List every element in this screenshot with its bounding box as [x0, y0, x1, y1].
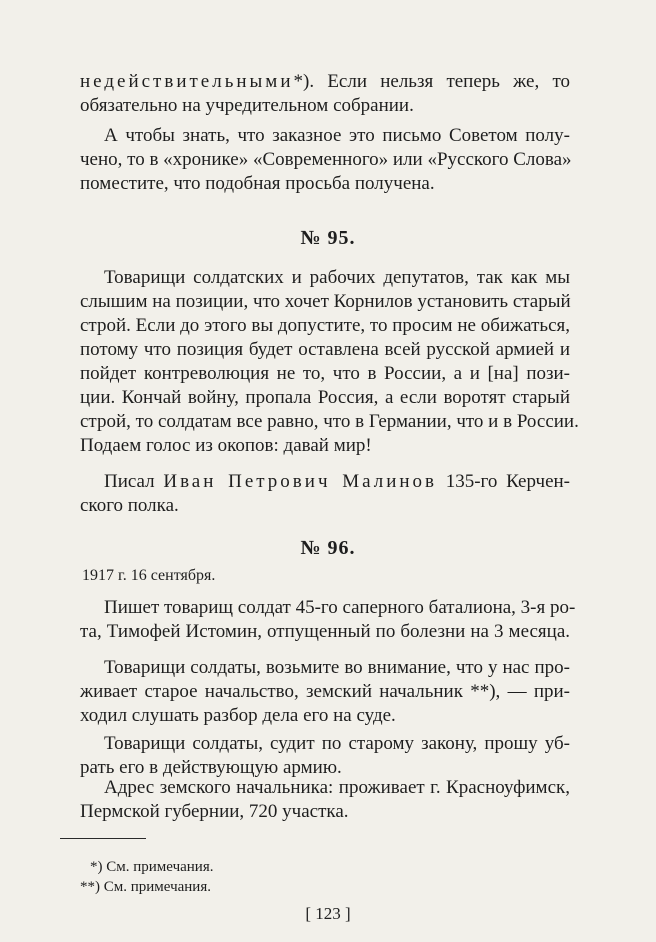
text-line: строй, то солдатам все равно, что в Германии, что и в России. — [80, 411, 579, 432]
author-name: Иван Петрович Малинов — [163, 471, 438, 492]
document-date: 1917 г. 16 сентября. — [82, 567, 216, 584]
spaced-word: недействительными — [80, 71, 294, 92]
text-line: ции. Кончай войну, пропала Россия, а если воротят старый — [80, 387, 570, 408]
text-fragment: *). Если нельзя теперь же, то — [293, 71, 570, 92]
text-line: Товарищи солдаты, возьмите во внимание, что у нас про- — [104, 657, 570, 678]
text-line: А чтобы знать, что заказное это письмо Советом полу- — [104, 125, 570, 146]
text-line: Пермской губернии, 720 участка. — [80, 801, 349, 822]
text-line: Подаем голос из окопов: давай мир! — [80, 435, 372, 456]
text-line: пойдет контреволюция не то, что в России, а и [на] пози- — [80, 363, 570, 384]
text-line: Адрес земского начальника: проживает г. Красноуфимск, — [104, 777, 570, 798]
text-line: та, Тимофей Истомин, отпущенный по болезни на 3 месяца. — [80, 621, 570, 642]
footnote: **) См. примечания. — [80, 879, 211, 895]
text-line: потому что позиция будет оставлена всей русской армией и — [80, 339, 570, 360]
text-line: слышим на позиции, что хочет Корнилов установить старый — [80, 291, 571, 312]
footnote-divider — [60, 838, 146, 839]
text-line: живает старое начальство, земский начальник **), — при- — [80, 681, 570, 702]
signature-line: ского полка. — [80, 495, 179, 516]
text-line: Товарищи солдатских и рабочих депутатов, так как мы — [104, 267, 570, 288]
text-line: Пишет товарищ солдат 45-го саперного баталиона, 3-я ро- — [104, 597, 576, 618]
document-heading-95: № 95. — [300, 227, 356, 249]
text-line: обязательно на учредительном собрании. — [80, 95, 414, 116]
text-line: строй. Если до этого вы допустите, то просим не обижаться, — [80, 315, 570, 336]
text-fragment: 135-го Керчен- — [437, 471, 570, 492]
footnote: *) См. примечания. — [90, 859, 214, 875]
text-line: рать его в действующую армию. — [80, 757, 342, 778]
document-heading-96: № 96. — [300, 537, 356, 559]
text-line: ходил слушать разбор дела его на суде. — [80, 705, 396, 726]
page-number: [ 123 ] — [305, 904, 351, 923]
text-line: Товарищи солдаты, судит по старому закону, прошу уб- — [104, 733, 570, 754]
signature-line — [104, 470, 570, 494]
text-fragment: Писал — [104, 471, 164, 492]
text-line — [80, 70, 570, 94]
text-line: чено, то в «хронике» «Современного» или «Русского Слова» — [80, 149, 572, 170]
text-line: поместите, что подобная просьба получена. — [80, 173, 435, 194]
